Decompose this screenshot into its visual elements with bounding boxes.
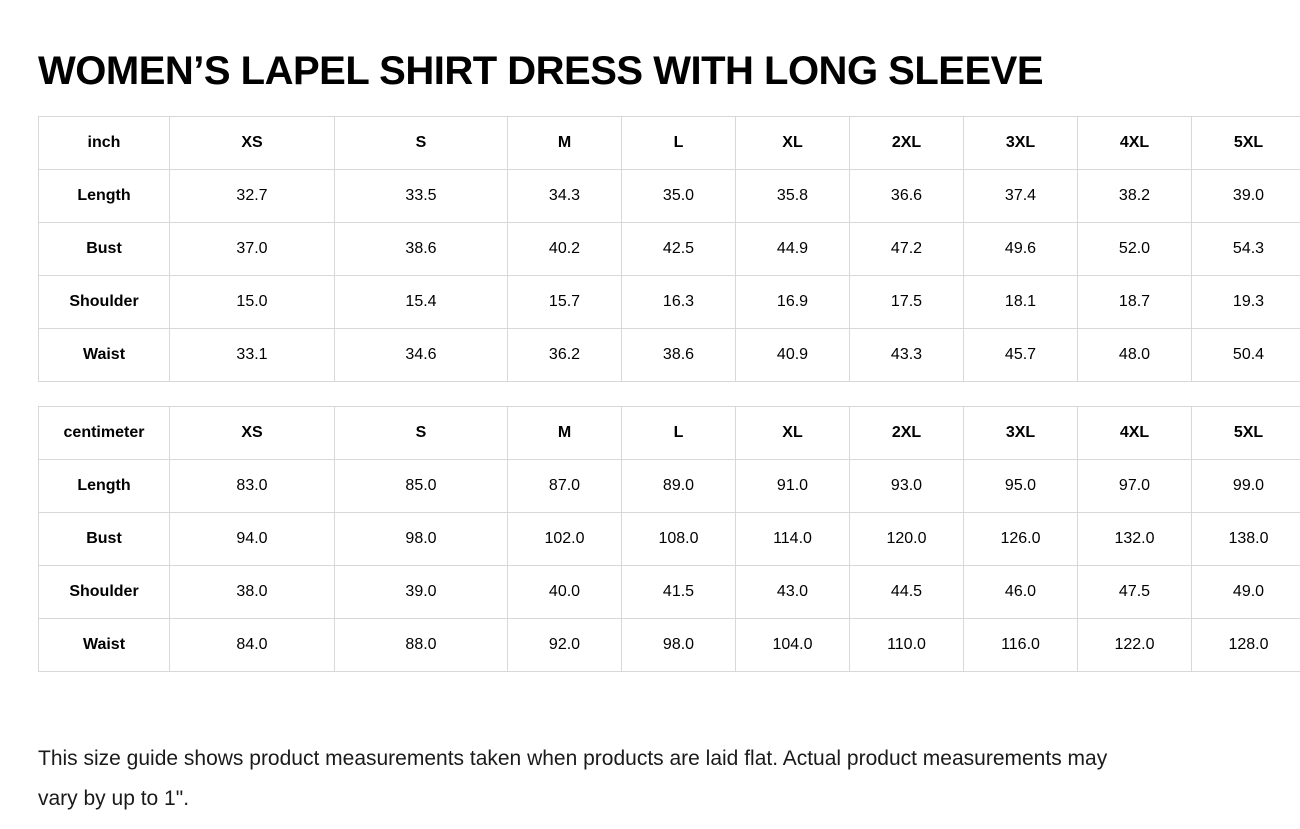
cell: 41.5: [622, 566, 736, 619]
size-header-xl: XL: [736, 117, 850, 170]
size-header-m: M: [508, 407, 622, 460]
cell: 38.2: [1078, 170, 1192, 223]
cell: 92.0: [508, 619, 622, 672]
cell: 49.0: [1192, 566, 1300, 619]
cell: 15.7: [508, 276, 622, 329]
size-guide-note: This size guide shows product measurements taken when products are laid flat. Actual product measurements may vary by up to 1".: [38, 747, 1108, 810]
size-header-l: L: [622, 407, 736, 460]
cell: 15.4: [335, 276, 508, 329]
cell: 37.4: [964, 170, 1078, 223]
cell: 34.6: [335, 329, 508, 382]
cell: 40.2: [508, 223, 622, 276]
row-label-shoulder: Shoulder: [39, 566, 170, 619]
cell: 95.0: [964, 460, 1078, 513]
cell: 93.0: [850, 460, 964, 513]
cell: 87.0: [508, 460, 622, 513]
cell: 42.5: [622, 223, 736, 276]
cell: 132.0: [1078, 513, 1192, 566]
cell: 110.0: [850, 619, 964, 672]
size-header-5xl: 5XL: [1192, 407, 1300, 460]
cell: 17.5: [850, 276, 964, 329]
cell: 44.5: [850, 566, 964, 619]
cell: 97.0: [1078, 460, 1192, 513]
cell: 18.7: [1078, 276, 1192, 329]
cell: 33.1: [170, 329, 335, 382]
table-row: [39, 460, 1300, 513]
row-label-length: Length: [39, 170, 170, 223]
size-header-s: S: [335, 117, 508, 170]
cell: 45.7: [964, 329, 1078, 382]
cell: 128.0: [1192, 619, 1300, 672]
cell: 83.0: [170, 460, 335, 513]
cell: 84.0: [170, 619, 335, 672]
size-header-4xl: 4XL: [1078, 407, 1192, 460]
table-row: [39, 619, 1300, 672]
cell: 46.0: [964, 566, 1078, 619]
cell: 88.0: [335, 619, 508, 672]
table-row: [39, 223, 1300, 276]
cell: 98.0: [622, 619, 736, 672]
row-label-waist: Waist: [39, 329, 170, 382]
cell: 38.0: [170, 566, 335, 619]
table-row: [39, 513, 1300, 566]
cell: 54.3: [1192, 223, 1300, 276]
table-header-row: [39, 117, 1300, 170]
cell: 89.0: [622, 460, 736, 513]
inch-table-wrap: [38, 116, 1265, 382]
table-row: [39, 276, 1300, 329]
row-label-shoulder: Shoulder: [39, 276, 170, 329]
cell: 16.3: [622, 276, 736, 329]
cell: 108.0: [622, 513, 736, 566]
cell: 33.5: [335, 170, 508, 223]
cell: 120.0: [850, 513, 964, 566]
cell: 43.0: [736, 566, 850, 619]
cell: 94.0: [170, 513, 335, 566]
size-header-l: L: [622, 117, 736, 170]
unit-label: centimeter: [39, 407, 170, 460]
cell: 35.0: [622, 170, 736, 223]
cell: 102.0: [508, 513, 622, 566]
table-row: [39, 329, 1300, 382]
cell: 138.0: [1192, 513, 1300, 566]
cell: 38.6: [622, 329, 736, 382]
size-table-centimeter: [38, 406, 1300, 672]
cell: 15.0: [170, 276, 335, 329]
cell: 40.0: [508, 566, 622, 619]
cell: 126.0: [964, 513, 1078, 566]
cell: 50.4: [1192, 329, 1300, 382]
unit-label: inch: [39, 117, 170, 170]
cell: 114.0: [736, 513, 850, 566]
cell: 37.0: [170, 223, 335, 276]
size-header-2xl: 2XL: [850, 117, 964, 170]
centimeter-table-wrap: [38, 406, 1269, 672]
cell: 19.3: [1192, 276, 1300, 329]
cell: 40.9: [736, 329, 850, 382]
size-header-xs: XS: [170, 407, 335, 460]
size-header-3xl: 3XL: [964, 117, 1078, 170]
cell: 36.6: [850, 170, 964, 223]
size-header-m: M: [508, 117, 622, 170]
size-header-xs: XS: [170, 117, 335, 170]
cell: 49.6: [964, 223, 1078, 276]
cell: 99.0: [1192, 460, 1300, 513]
cell: 39.0: [1192, 170, 1300, 223]
cell: 44.9: [736, 223, 850, 276]
row-label-bust: Bust: [39, 513, 170, 566]
cell: 38.6: [335, 223, 508, 276]
cell: 18.1: [964, 276, 1078, 329]
size-header-5xl: 5XL: [1192, 117, 1300, 170]
cell: 104.0: [736, 619, 850, 672]
cell: 32.7: [170, 170, 335, 223]
size-header-xl: XL: [736, 407, 850, 460]
cell: 91.0: [736, 460, 850, 513]
cell: 116.0: [964, 619, 1078, 672]
cell: 122.0: [1078, 619, 1192, 672]
row-label-bust: Bust: [39, 223, 170, 276]
size-header-3xl: 3XL: [964, 407, 1078, 460]
size-header-s: S: [335, 407, 508, 460]
size-table-inch: [38, 116, 1300, 382]
cell: 34.3: [508, 170, 622, 223]
cell: 47.2: [850, 223, 964, 276]
cell: 16.9: [736, 276, 850, 329]
cell: 98.0: [335, 513, 508, 566]
cell: 35.8: [736, 170, 850, 223]
row-label-length: Length: [39, 460, 170, 513]
cell: 39.0: [335, 566, 508, 619]
cell: 36.2: [508, 329, 622, 382]
row-label-waist: Waist: [39, 619, 170, 672]
size-header-2xl: 2XL: [850, 407, 964, 460]
table-header-row: [39, 407, 1300, 460]
cell: 48.0: [1078, 329, 1192, 382]
table-row: [39, 566, 1300, 619]
cell: 85.0: [335, 460, 508, 513]
size-header-4xl: 4XL: [1078, 117, 1192, 170]
cell: 43.3: [850, 329, 964, 382]
cell: 47.5: [1078, 566, 1192, 619]
cell: 52.0: [1078, 223, 1192, 276]
table-row: [39, 170, 1300, 223]
page-title: WOMEN’S LAPEL SHIRT DRESS WITH LONG SLEEVE: [38, 49, 1043, 93]
